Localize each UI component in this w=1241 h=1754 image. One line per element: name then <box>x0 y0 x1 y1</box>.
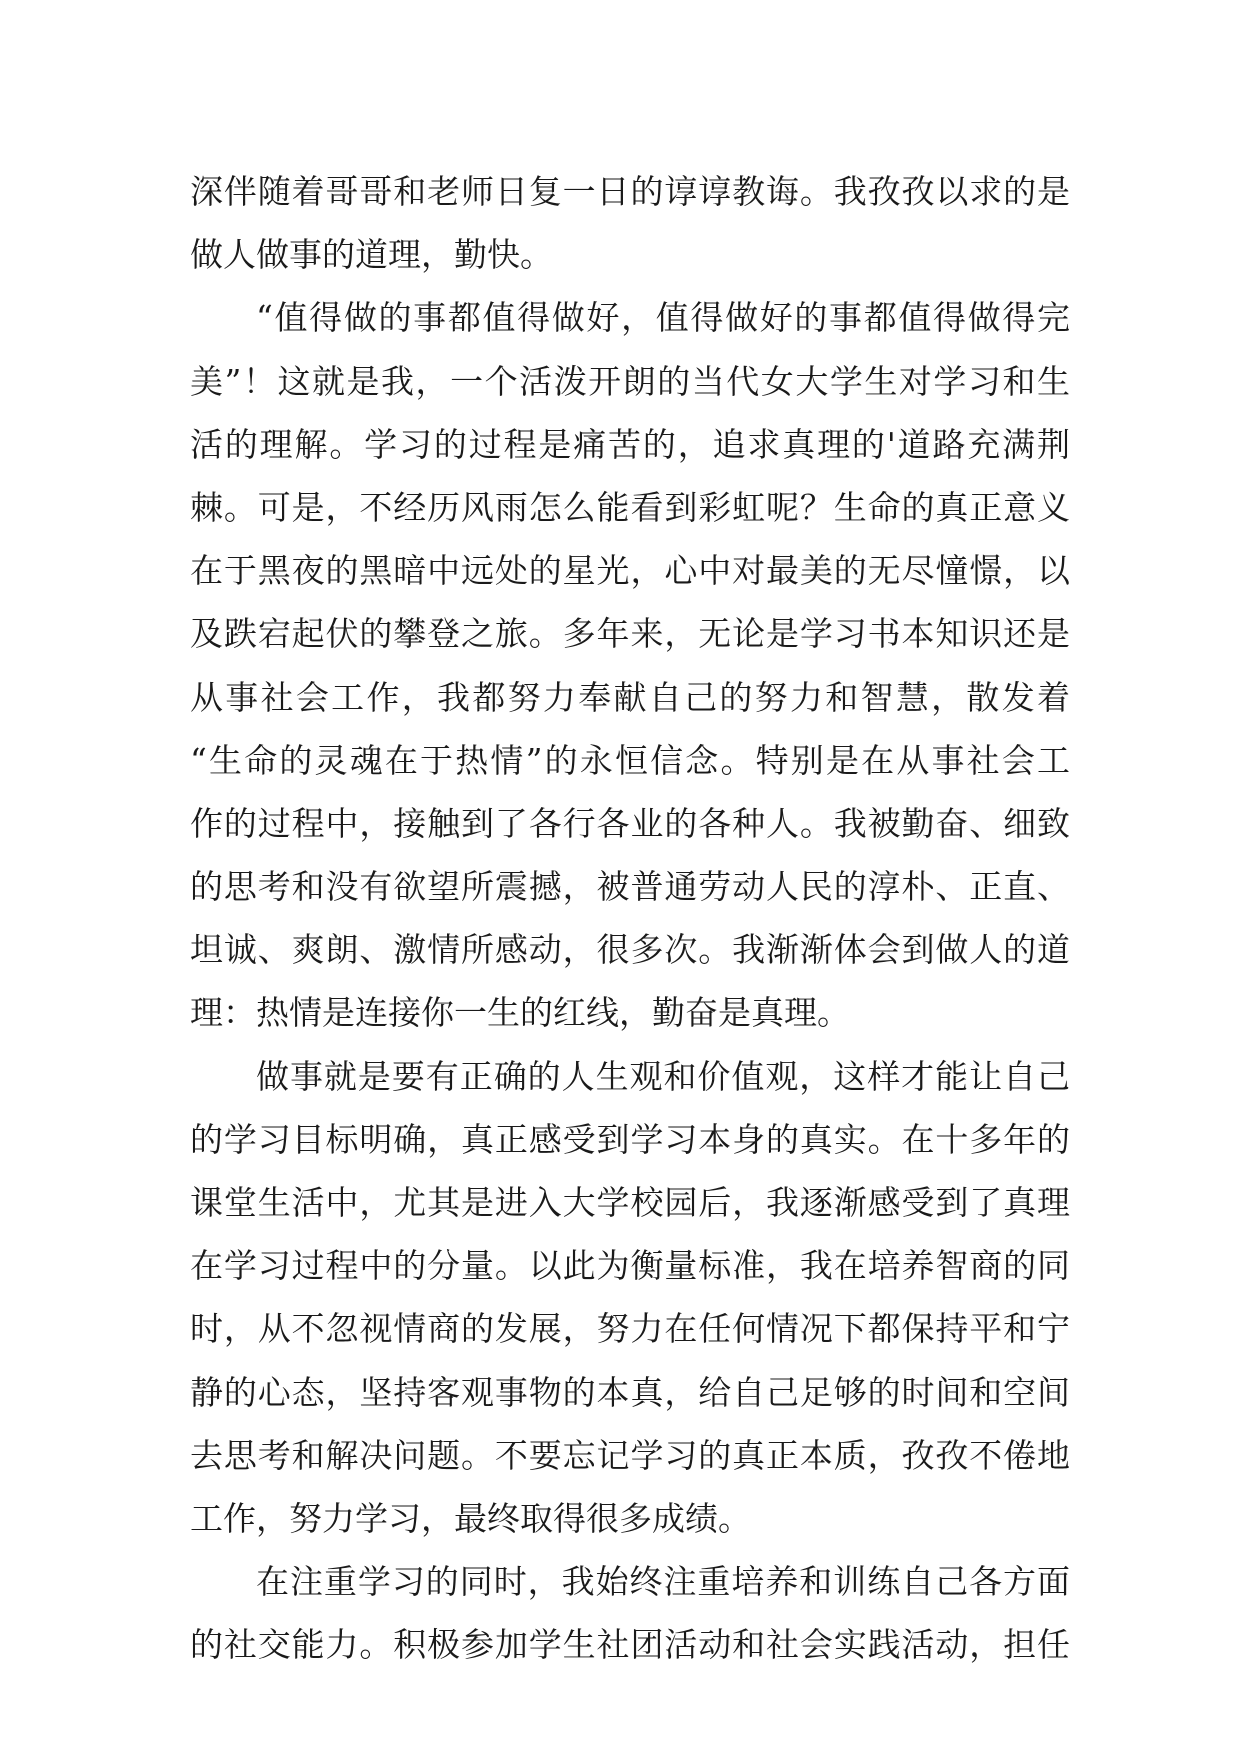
text-line: 做事就是要有正确的人生观和价值观，这样才能让自己 <box>256 1056 1070 1096</box>
text-line: 及跌宕起伏的攀登之旅。多年来，无论是学习书本知识还是 <box>190 614 1070 654</box>
text-line: 在学习过程中的分量。以此为衡量标准，我在培养智商的同 <box>190 1246 1070 1286</box>
text-line: 课堂生活中，尤其是进入大学校园后，我逐渐感受到了真理 <box>190 1183 1070 1222</box>
text-line: 时，从不忽视情商的发展，努力在任何情况下都保持平和宁 <box>190 1309 1070 1349</box>
text-line: 美”！这就是我，一个活泼开朗的当代女大学生对学习和生 <box>190 361 1070 401</box>
text-line: 深伴随着哥哥和老师日复一日的谆谆教诲。我孜孜以求的是 <box>190 172 1070 211</box>
text-line: 棘。可是，不经历风雨怎么能看到彩虹呢？生命的真正意义 <box>190 487 1070 527</box>
text-line: 活的理解。学习的过程是痛苦的，追求真理的'道路充满荆 <box>190 424 1070 464</box>
text-line: 工作，努力学习，最终取得很多成绩。 <box>190 1498 751 1538</box>
text-line: 从事社会工作，我都努力奉献自己的努力和智慧，散发着 <box>190 677 1070 717</box>
text-line: 静的心态，坚持客观事物的本真，给自己足够的时间和空间 <box>190 1372 1070 1412</box>
text-line: 的学习目标明确，真正感受到学习本身的真实。在十多年的 <box>190 1119 1070 1159</box>
text-line: 的社交能力。积极参加学生社团活动和社会实践活动，担任 <box>190 1625 1070 1665</box>
body-text <box>190 160 1070 1677</box>
text-line: 在注重学习的同时，我始终注重培养和训练自己各方面 <box>256 1562 1070 1602</box>
text-line: 去思考和解决问题。不要忘记学习的真正本质，孜孜不倦地 <box>190 1435 1070 1475</box>
text-line: “值得做的事都值得做好，值得做好的事都值得做得完 <box>256 298 1070 338</box>
text-line: 做人做事的道理，勤快。 <box>190 235 553 275</box>
text-line: 作的过程中，接触到了各行各业的各种人。我被勤奋、细致 <box>190 803 1070 843</box>
text-line: 在于黑夜的黑暗中远处的星光，心中对最美的无尽憧憬，以 <box>190 551 1070 591</box>
text-line: 理：热情是连接你一生的红线，勤奋是真理。 <box>190 993 850 1033</box>
text-line: “生命的灵魂在于热情”的永恒信念。特别是在从事社会工 <box>190 740 1070 780</box>
text-line: 坦诚、爽朗、激情所感动，很多次。我渐渐体会到做人的道 <box>190 930 1070 970</box>
text-line: 的思考和没有欲望所震撼，被普通劳动人民的淳朴、正直、 <box>190 867 1070 907</box>
